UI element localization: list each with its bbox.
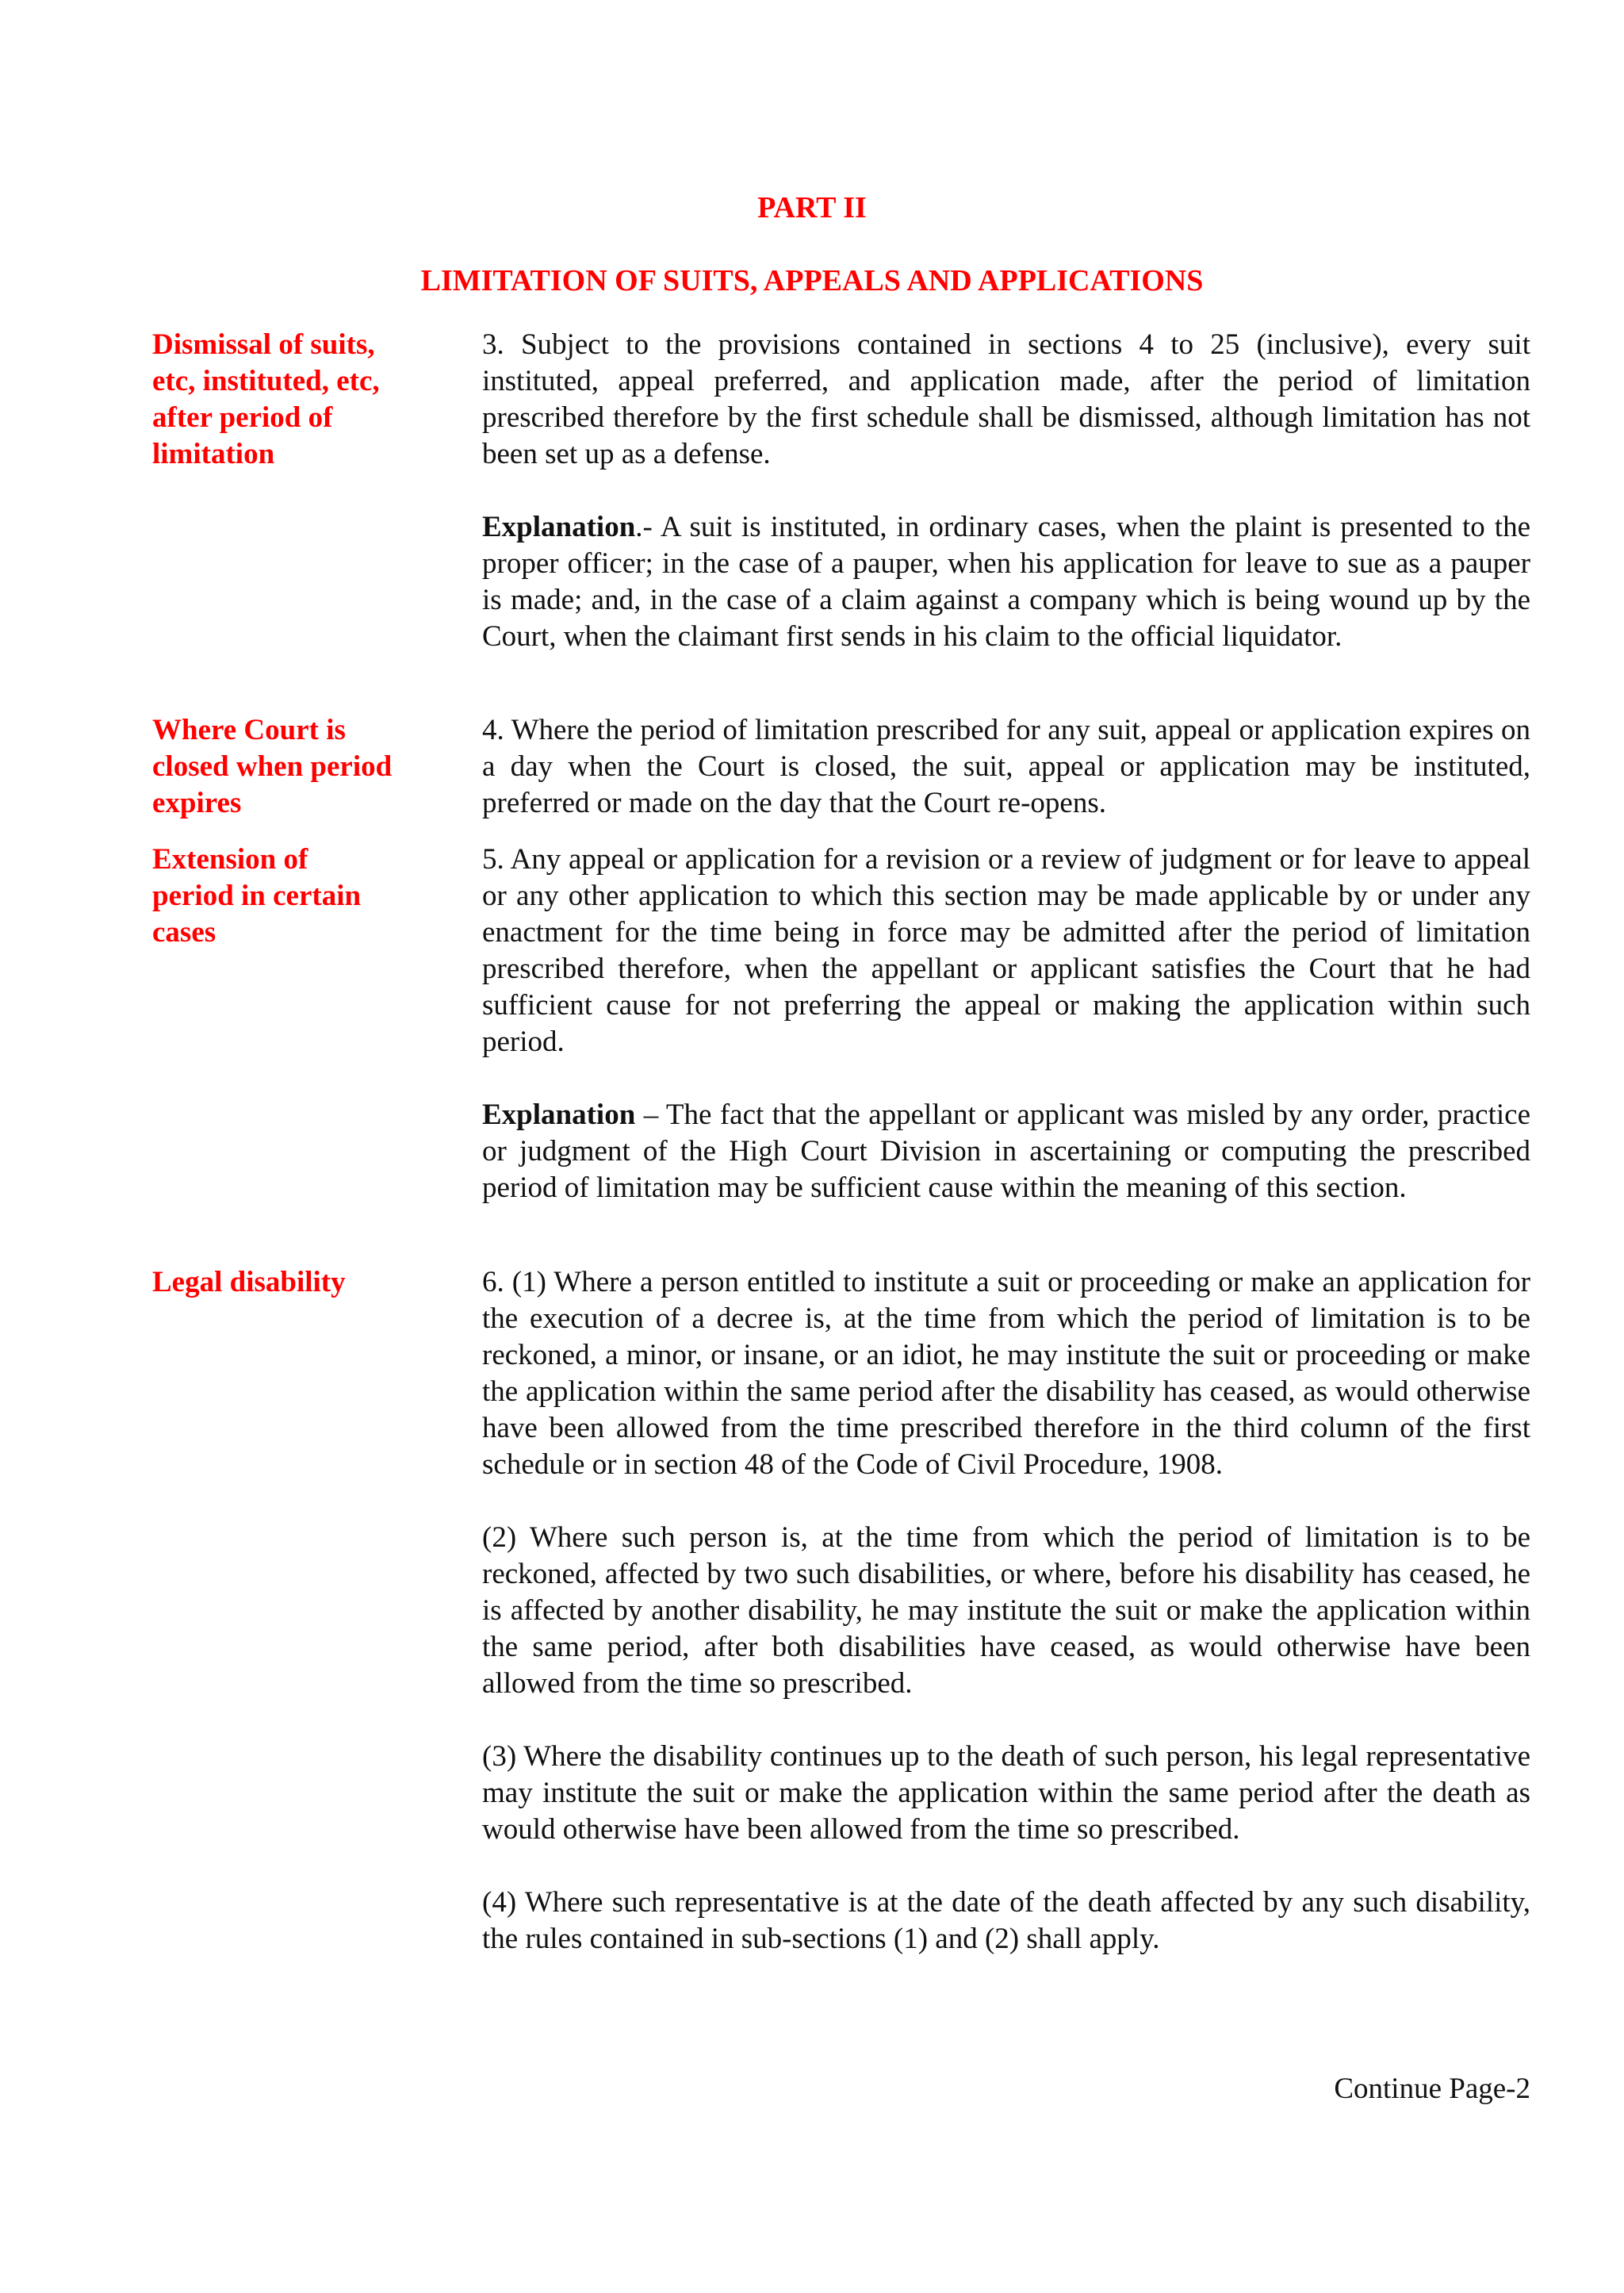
margin-note-section-4: Where Court is closed when period expires [152,714,393,819]
continue-page-note: Continue Page-2 [1334,2073,1530,2105]
margin-note-section-6: Legal disability [152,1266,346,1298]
explanation-text: .- A suit is instituted, in ordinary cases, when the plaint is presented to the proper officer; in the case of a pauper, when his application for leave to sue as a pauper is made; and, in the case of a claim against a company which is being wound up by the Court, when the claimant first sends in his claim to the official liquidator. [482,511,1530,653]
explanation-label: Explanation [482,511,636,543]
section-3-text: 3. Subject to the provisions contained in sections 4 to 25 (inclusive), every suit instituted, appeal preferred, and application made, after the period of limitation prescribed therefore by the first schedule shall be dismissed, although limitation has not been set up as a defense. [482,328,1530,470]
section-4-text: 4. Where the period of limitation prescribed for any suit, appeal or application expires on a day when the Court is closed, the suit, appeal or application may be instituted, preferred or made on the day that the Court re-opens. [482,714,1530,819]
section-5-body [482,842,1530,1206]
margin-note-section-3: Dismissal of suits, etc, instituted, etc, after period of limitation [152,328,380,470]
section-6-subsection-2: (2) Where such person is, at the time from which the period of limitation is to be reckoned, affected by two such disabilities, or where, before his disability has ceased, he is affected by another disability, he may institute the suit or make the application within the same period, after both disabilities have ceased, as would otherwise have been allowed from the time so prescribed. [482,1521,1530,1700]
explanation-label: Explanation [482,1099,636,1131]
explanation-text: – The fact that the appellant or applicant was misled by any order, practice or judgment of the High Court Division in ascertaining or computing the prescribed period of limitation may be sufficient cause within the meaning of this section. [482,1099,1530,1204]
section-5-explanation [482,1097,1530,1206]
title-heading: LIMITATION OF SUITS, APPEALS AND APPLICATIONS [420,264,1204,297]
part-heading: PART II [757,191,867,224]
section-6-subsection-4: (4) Where such representative is at the date of the death affected by any such disability, the rules contained in sub-sections (1) and (2) shall apply. [482,1886,1530,1955]
section-6-subsection-3: (3) Where the disability continues up to the death of such person, his legal representative may institute the suit or make the application within the same period after the death as would otherwise have been allowed from the time so prescribed. [482,1740,1530,1846]
section-6-subsection-1: 6. (1) Where a person entitled to institute a suit or proceeding or make an application for the execution of a decree is, at the time from which the period of limitation is to be reckoned, a minor, or insane, or an idiot, he may institute the suit or proceeding or make the application within the same period after the disability has ceased, as would otherwise have been allowed from the time prescribed therefore in the third column of the first schedule or in section 48 of the Code of Civil Procedure, 1908. [482,1266,1530,1481]
section-6-body [482,1264,1530,1957]
section-3-body [482,327,1530,655]
section-5-text: 5. Any appeal or application for a revision or a review of judgment or for leave to appeal or any other application to which this section may be made applicable by or under any enactment for the time being in force may be admitted after the period of limitation prescribed therefore, when the appellant or applicant satisfies the Court that he had sufficient cause for not preferring the appeal or making the application within such period. [482,843,1530,1058]
margin-note-section-5: Extension of period in certain cases [152,843,362,949]
section-3-explanation [482,509,1530,655]
section-4-body [482,712,1530,822]
